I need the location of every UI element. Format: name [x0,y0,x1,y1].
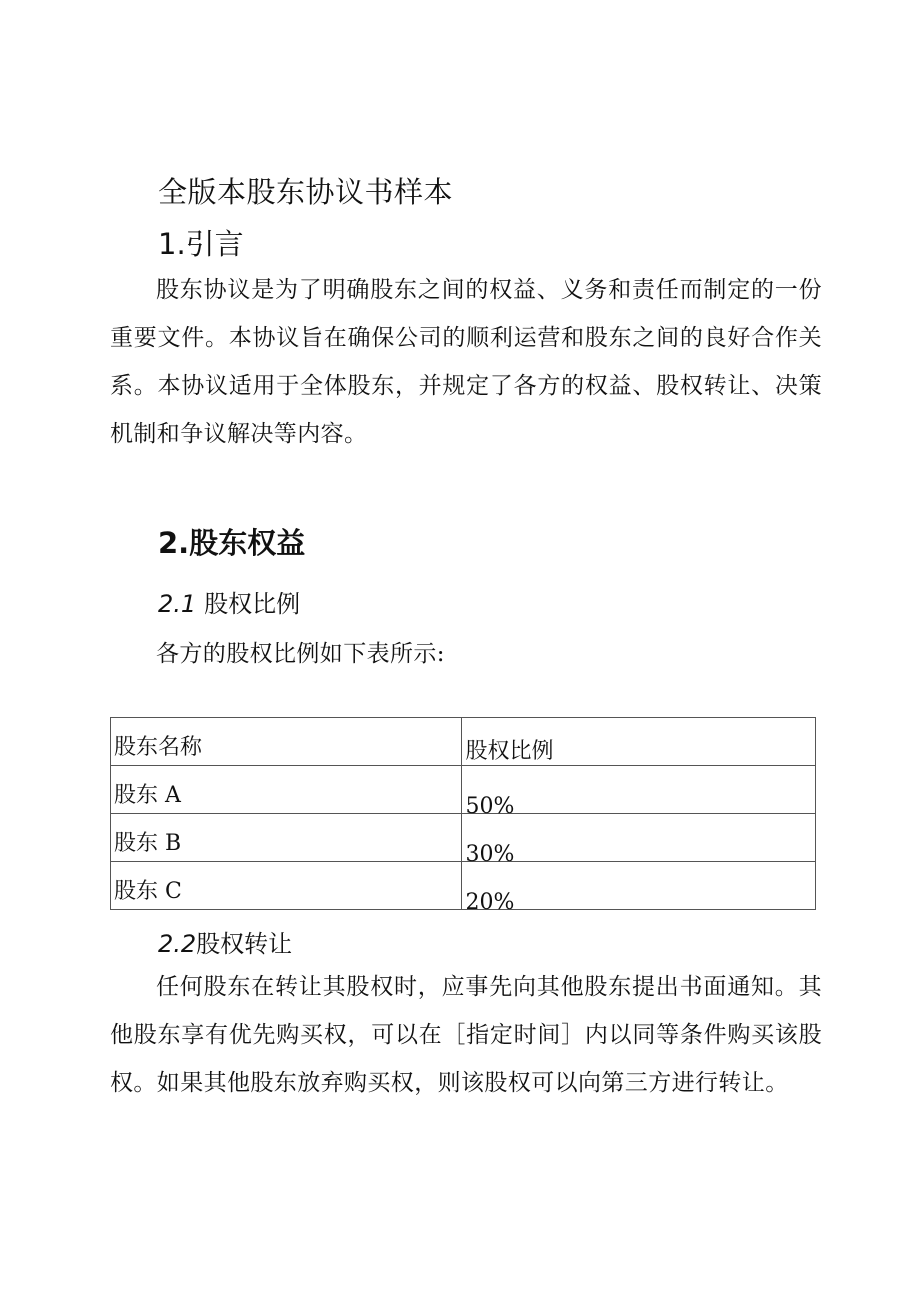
table-cell-value: 50% [465,794,515,819]
intro-paragraph: 股东协议是为了明确股东之间的权益、义务和责任而制定的一份重要文件。本协议旨在确保公司的顺利运营和股东之间的良好合作关系。本协议适用于全体股东，并规定了各方的权益、股权转让、决策机制和争议解决等内容。 [110,277,822,447]
section-heading-rights: 2.股东权益 [158,526,306,560]
table-cell-value: 30% [465,842,515,867]
table-header-cell: 股东名称 [111,718,462,766]
table-cell: 股东 C [111,862,462,910]
subsection-heading-transfer [158,924,292,959]
subsection-heading-ratio [158,584,300,619]
transfer-paragraph: 任何股东在转让其股权时，应事先向其他股东提出书面通知。其他股东享有优先购买权，可以在［指定时间］内以同等条件购买该股权。如果其他股东放弃购买权，则该股权可以向第三方进行转让。 [110,974,822,1096]
ratio-paragraph: 各方的股权比例如下表所示: [156,641,445,667]
table-header-text: 股权比例 [465,739,554,764]
subsection-number: 2.1 [158,590,197,618]
subsection-number: 2.2 [158,930,197,958]
table-cell: 股东 A [111,766,462,814]
table-row [111,814,816,862]
table-header-cell [462,718,816,766]
table-cell [462,814,816,867]
subsection-title: 股权转让 [196,930,293,958]
table-header-row [111,718,816,766]
table-cell-value: 20% [465,890,515,915]
section-heading-intro: 1.引言 [158,227,244,261]
table-cell [462,862,816,915]
table-cell [462,766,816,819]
document-title: 全版本股东协议书样本 [158,175,454,209]
table-cell: 股东 B [111,814,462,862]
table-row [111,766,816,814]
share-ratio-table [110,717,816,915]
subsection-title: 股权比例 [204,590,301,618]
table-row [111,862,816,910]
